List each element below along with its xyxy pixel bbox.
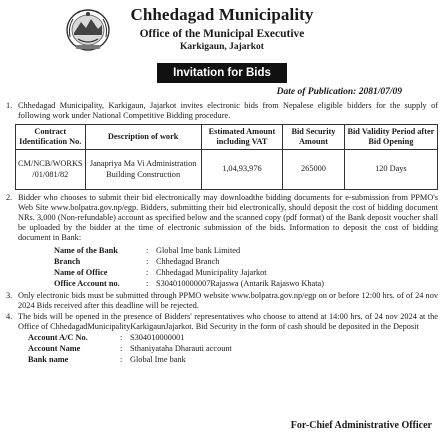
deposit-account-name-row bbox=[28, 344, 438, 355]
separator: : bbox=[120, 333, 123, 343]
paragraph-text: Chhedagad Municipality, Karkigaun, Jajarkot invites electronic bids from Nepalese eligible bidders for the supply of following work under National Competitive Bidding procedure. bbox=[18, 100, 438, 120]
deposit-bank-value: Global Ime bank bbox=[130, 355, 186, 365]
deposit-info bbox=[28, 333, 438, 366]
validity-cell: 120 Days bbox=[344, 150, 437, 190]
contract-id-cell: CM/NCB/WORKS /01/081/82 bbox=[16, 150, 86, 190]
bank-info bbox=[54, 246, 438, 290]
invitation-banner: Invitation for Bids bbox=[157, 63, 287, 83]
column-header: Bid Security Amount bbox=[283, 124, 345, 149]
column-header: Estimated Amount including VAT bbox=[201, 124, 282, 149]
paragraph-text: Only electronic bids must be submitted through PPMO website www.bolpatra.gov.np/egp on or before 12:00 hrs. of of 24 nov 2024 Bids received after this deadline will be rejected. bbox=[18, 290, 438, 310]
paragraph-number: 3. bbox=[6, 290, 13, 300]
separator: : bbox=[146, 279, 149, 289]
separator: : bbox=[146, 268, 149, 278]
deposit-account-label: Account A/C No. bbox=[28, 333, 88, 343]
estimate-cell: 1,04,93,976 bbox=[201, 150, 282, 190]
publication-date: Date of Publication: 2081/07/09 bbox=[276, 87, 402, 98]
separator: : bbox=[120, 344, 123, 354]
paragraph-3 bbox=[6, 291, 438, 311]
deposit-account-value: S304010000001 bbox=[130, 333, 185, 343]
security-cell: 265000 bbox=[283, 150, 345, 190]
bank-name-value: Global Ime bank Limited bbox=[156, 246, 241, 256]
paragraph-4 bbox=[6, 312, 438, 332]
office-value: Chhedagad Municipality Jajarkot bbox=[156, 268, 267, 278]
office-label: Name of Office bbox=[54, 268, 108, 278]
branch-value: Chhedagad Branch bbox=[156, 257, 220, 267]
nepal-emblem-icon bbox=[64, 7, 112, 53]
deposit-bank-label: Bank name bbox=[28, 355, 69, 365]
paragraph-text: Bidder who chooses to submit their bid electronically may downloadthe bidding documents for e-submission from PPMO's Web Site www.bolpatra.gov.np/egp. Bidders, submitting their bid electronically, should deposit the cost of bidding document NRs. 3,000 (Non-refundable) account as specified below and the scanned copy (pdf format) of the Bank deposit voucher shall be uploaded by the bidder at the time of electronic submission of the bids. Information to deposit the cost of bidding document in Bank: bbox=[18, 193, 438, 243]
office-name: Office of the Municipal Executive bbox=[139, 27, 305, 40]
column-header: Bid Validity Period after Bid Opening bbox=[344, 124, 437, 149]
separator: : bbox=[146, 257, 149, 267]
column-header: Contract Identification No. bbox=[16, 124, 86, 149]
column-header: Description of work bbox=[85, 124, 201, 149]
separator: : bbox=[146, 246, 149, 256]
separator: : bbox=[120, 355, 123, 365]
description-cell: Janapriya Ma Vi Administration Building Construction bbox=[85, 150, 201, 190]
account-row bbox=[54, 279, 438, 290]
paragraph-number: 4. bbox=[6, 311, 13, 321]
office-row bbox=[54, 268, 438, 279]
banner-wrap bbox=[6, 63, 438, 83]
deposit-bank-row bbox=[28, 355, 438, 366]
account-label: Office Account no. bbox=[54, 279, 120, 289]
paragraph-text: The bids will be opened in the presence of Bidders' representatives who choose to attend at 14:00 hrs. of 24 nov 2024 at the Office of ChhedagadMunicipalityKarkigaunJajarkot. Bid Security in the form of cash should be deposited in the Deposit bbox=[18, 311, 438, 331]
paragraph-1 bbox=[6, 101, 438, 121]
header bbox=[6, 5, 438, 61]
deposit-account-name-label: Account Name bbox=[28, 344, 81, 354]
branch-label: Branch bbox=[54, 257, 81, 267]
deposit-account-name-value: Sthaniyataha Dharauti account bbox=[130, 344, 232, 354]
paragraph-number: 2. bbox=[6, 193, 13, 203]
notice-body bbox=[6, 101, 438, 366]
branch-row bbox=[54, 257, 438, 268]
paragraph-2 bbox=[6, 193, 438, 244]
account-value: S304010000007Rajaswa (Antarik Rajaswo Khata) bbox=[156, 279, 324, 289]
org-name: Chhedagad Municipality bbox=[130, 5, 314, 24]
signature-line: For-Chief Administrative Officer bbox=[290, 419, 432, 431]
location: Karkigaun, Jajarkot bbox=[180, 41, 264, 52]
deposit-account-row bbox=[28, 333, 438, 344]
table-header-row bbox=[16, 124, 438, 149]
bid-table bbox=[15, 124, 438, 190]
bank-name-row bbox=[54, 246, 438, 257]
table-row bbox=[16, 150, 438, 190]
bank-name-label: Name of the Bank bbox=[54, 246, 118, 256]
paragraph-number: 1. bbox=[6, 100, 13, 110]
